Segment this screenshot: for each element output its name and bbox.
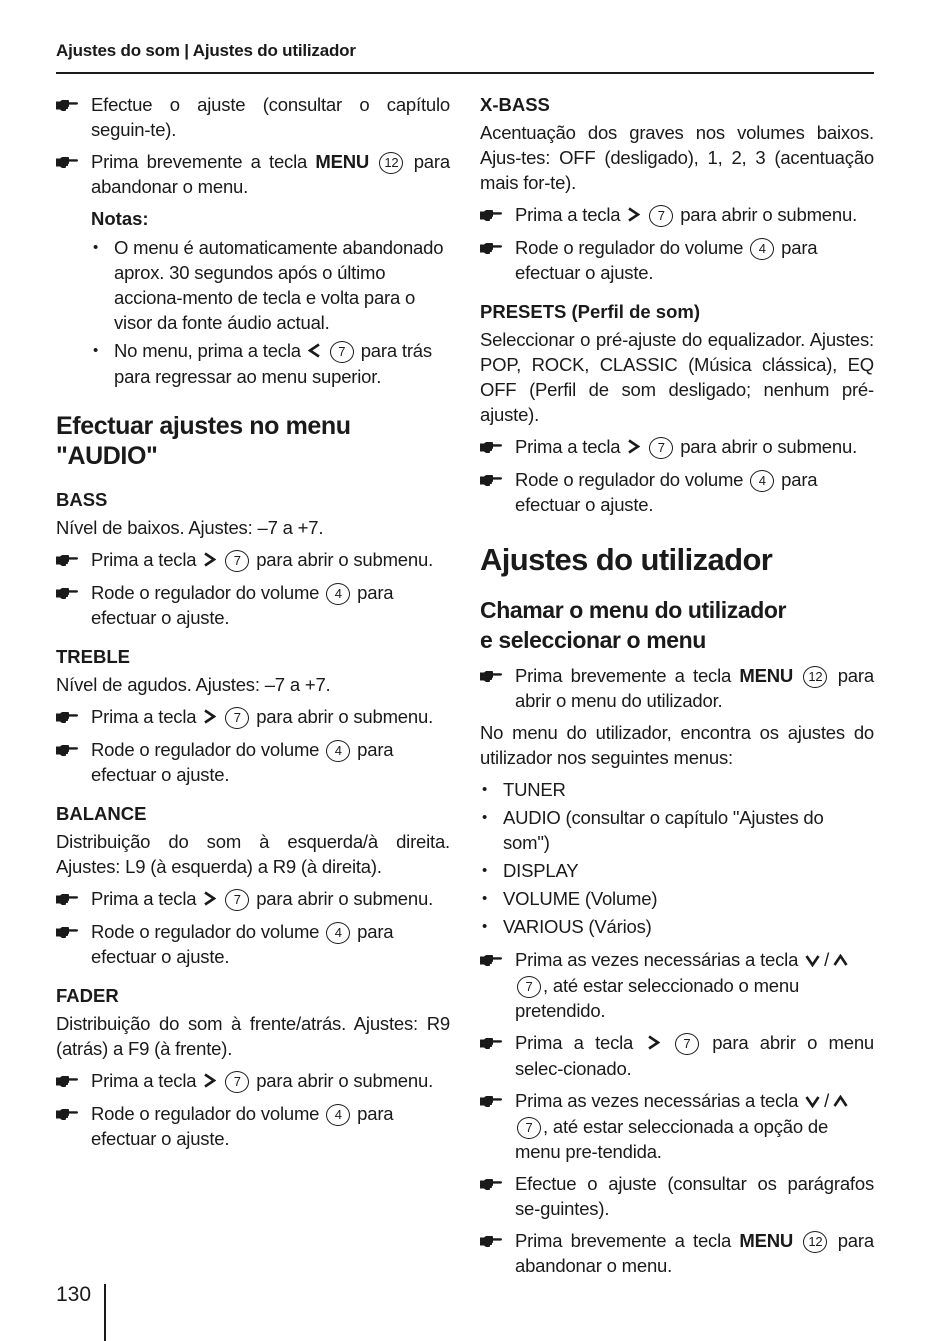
- pointing-hand-icon: [480, 235, 502, 260]
- arrow-down-icon: [805, 1089, 820, 1114]
- xbass-title: X-BASS: [480, 94, 550, 115]
- section-heading: Efectuar ajustes no menu "AUDIO": [56, 412, 351, 470]
- bullet-icon: •: [482, 890, 488, 907]
- control-number: 7: [225, 550, 249, 572]
- control-number: 7: [649, 205, 673, 227]
- xbass-description: Acentuação dos graves nos volumes baixos. Ajus-tes: OFF (desligado), 1, 2, 3 (acentuação mais for-te).: [480, 122, 874, 193]
- instruction-step: Rode o regulador do volume 4 para efectuar o ajuste.: [56, 1101, 450, 1151]
- notes-block: [56, 206, 450, 389]
- instruction-step: Prima a tecla 7 para abrir o submenu.: [56, 547, 450, 573]
- pointing-hand-icon: [480, 202, 502, 227]
- instruction-step: Prima as vezes necessárias a tecla / 7 , até estar seleccionada a opção de menu pre-tendida.: [480, 1088, 874, 1164]
- control-number: 12: [803, 666, 827, 688]
- pointing-hand-icon: [480, 467, 502, 492]
- instruction-step: Prima a tecla 7 para abrir o submenu.: [56, 704, 450, 730]
- running-header: Ajustes do som | Ajustes do utilizador: [56, 40, 874, 74]
- user-menu-intro: No menu do utilizador, encontra os ajustes do utilizador nos seguintes menus:: [480, 722, 874, 768]
- arrow-right-icon: [203, 887, 216, 912]
- pointing-hand-icon: [480, 434, 502, 459]
- pointing-hand-icon: [480, 1088, 502, 1113]
- control-number: 4: [326, 922, 350, 944]
- control-number: 4: [750, 470, 774, 492]
- arrow-right-icon: [627, 435, 640, 460]
- fader-title: FADER: [56, 985, 119, 1006]
- control-number: 12: [379, 152, 403, 174]
- subsection-heading: Chamar o menu do utilizador e seleccionar o menu: [480, 597, 787, 653]
- bullet-icon: •: [482, 809, 488, 826]
- control-number: 4: [326, 583, 350, 605]
- menu-key-label: MENU: [315, 151, 370, 172]
- pointing-hand-icon: [56, 886, 78, 911]
- menu-key-label: MENU: [739, 665, 794, 686]
- instruction-step: Rode o regulador do volume 4 para efectuar o ajuste.: [56, 580, 450, 630]
- menu-list-item: • VOLUME (Volume): [482, 888, 658, 909]
- pointing-hand-icon: [480, 663, 502, 688]
- pointing-hand-icon: [480, 1030, 502, 1055]
- instruction-step: Prima a tecla 7 para abrir o submenu.: [56, 1068, 450, 1094]
- instruction-step: Prima a tecla 7 para abrir o submenu.: [480, 202, 874, 228]
- page-number: 130: [56, 1283, 92, 1306]
- pointing-hand-icon: [56, 149, 78, 174]
- instruction-step: Prima as vezes necessárias a tecla / 7 , até estar seleccionado o menu pretendido.: [480, 947, 874, 1023]
- left-column: [56, 92, 450, 1158]
- chapter-heading: Ajustes do utilizador: [480, 542, 773, 577]
- instruction-step: Prima a tecla 7 para abrir o submenu.: [480, 434, 874, 460]
- treble-description: Nível de agudos. Ajustes: –7 a +7.: [56, 674, 331, 695]
- bullet-icon: •: [93, 239, 99, 256]
- footer-divider: [104, 1284, 106, 1341]
- arrow-right-icon: [203, 705, 216, 730]
- menu-key-label: MENU: [739, 1230, 794, 1251]
- instruction-step: Efectue o ajuste (consultar os parágrafos se-guintes).: [480, 1171, 874, 1221]
- instruction-step: Prima a tecla 7 para abrir o submenu.: [56, 886, 450, 912]
- arrow-right-icon: [647, 1031, 660, 1056]
- pointing-hand-icon: [480, 1228, 502, 1253]
- arrow-right-icon: [203, 548, 216, 573]
- menu-list-item: • TUNER: [482, 779, 566, 800]
- treble-title: TREBLE: [56, 646, 130, 667]
- control-number: 7: [225, 1071, 249, 1093]
- control-number: 4: [326, 740, 350, 762]
- instruction-step: Efectue o ajuste (consultar o capítulo seguin-te).: [56, 92, 450, 142]
- arrow-down-icon: [805, 948, 820, 973]
- bullet-icon: •: [482, 862, 488, 879]
- menu-list-item: • VARIOUS (Vários): [482, 916, 652, 937]
- pointing-hand-icon: [56, 92, 78, 117]
- pointing-hand-icon: [56, 704, 78, 729]
- bass-description: Nível de baixos. Ajustes: –7 a +7.: [56, 517, 324, 538]
- pointing-hand-icon: [56, 547, 78, 572]
- pointing-hand-icon: [56, 1068, 78, 1093]
- bullet-icon: •: [482, 918, 488, 935]
- control-number: 4: [326, 1104, 350, 1126]
- note-item: • O menu é automaticamente abandonado aprox. 30 segundos após o último acciona-mento de tecla e volta para o visor da fonte áudio actual.: [93, 237, 444, 333]
- control-number: 7: [225, 889, 249, 911]
- arrow-right-icon: [627, 203, 640, 228]
- instruction-step: Rode o regulador do volume 4 para efectuar o ajuste.: [480, 467, 874, 517]
- control-number: 7: [649, 437, 673, 459]
- instruction-step: Prima a tecla 7 para abrir o menu selec-cionado.: [480, 1030, 874, 1081]
- pointing-hand-icon: [56, 1101, 78, 1126]
- notes-title: Notas:: [91, 208, 149, 229]
- bullet-icon: •: [482, 781, 488, 798]
- right-column: [480, 92, 874, 1285]
- menu-list-item: • AUDIO (consultar o capítulo "Ajustes do som"): [482, 807, 824, 853]
- bass-title: BASS: [56, 489, 108, 510]
- menu-list-item: • DISPLAY: [482, 860, 579, 881]
- control-number: 4: [750, 238, 774, 260]
- instruction-step: Prima brevemente a tecla MENU 12 para abandonar o menu.: [480, 1228, 874, 1278]
- pointing-hand-icon: [480, 947, 502, 972]
- control-number: 12: [803, 1231, 827, 1253]
- instruction-step: Rode o regulador do volume 4 para efectuar o ajuste.: [56, 919, 450, 969]
- instruction-step: Rode o regulador do volume 4 para efectuar o ajuste.: [56, 737, 450, 787]
- arrow-right-icon: [203, 1069, 216, 1094]
- presets-title: PRESETS (Perfil de som): [480, 301, 700, 322]
- presets-description: Seleccionar o pré-ajuste do equalizador. Ajustes: POP, ROCK, CLASSIC (Música clássica), EQ OFF (Perfil de som desligado; nenhum pré-ajuste).: [480, 329, 874, 425]
- arrow-left-icon: [308, 339, 321, 364]
- balance-description: Distribuição do som à esquerda/à direita. Ajustes: L9 (à esquerda) a R9 (à direita).: [56, 831, 450, 877]
- control-number: 7: [330, 341, 354, 363]
- balance-title: BALANCE: [56, 803, 147, 824]
- pointing-hand-icon: [56, 580, 78, 605]
- bullet-icon: •: [93, 342, 99, 359]
- instruction-step: Prima brevemente a tecla MENU 12 para abrir o menu do utilizador.: [480, 663, 874, 713]
- control-number: 7: [225, 707, 249, 729]
- pointing-hand-icon: [56, 919, 78, 944]
- instruction-step: Rode o regulador do volume 4 para efectuar o ajuste.: [480, 235, 874, 285]
- arrow-up-icon: [833, 1089, 848, 1114]
- arrow-up-icon: [833, 948, 848, 973]
- pointing-hand-icon: [56, 737, 78, 762]
- note-item: • No menu, prima a tecla 7 para trás para regressar ao menu superior.: [93, 340, 432, 387]
- fader-description: Distribuição do som à frente/atrás. Ajustes: R9 (atrás) a F9 (à frente).: [56, 1013, 450, 1059]
- control-number: 7: [517, 1117, 541, 1139]
- pointing-hand-icon: [480, 1171, 502, 1196]
- control-number: 7: [675, 1033, 699, 1055]
- control-number: 7: [517, 976, 541, 998]
- instruction-step: Prima brevemente a tecla MENU 12 para abandonar o menu.: [56, 149, 450, 199]
